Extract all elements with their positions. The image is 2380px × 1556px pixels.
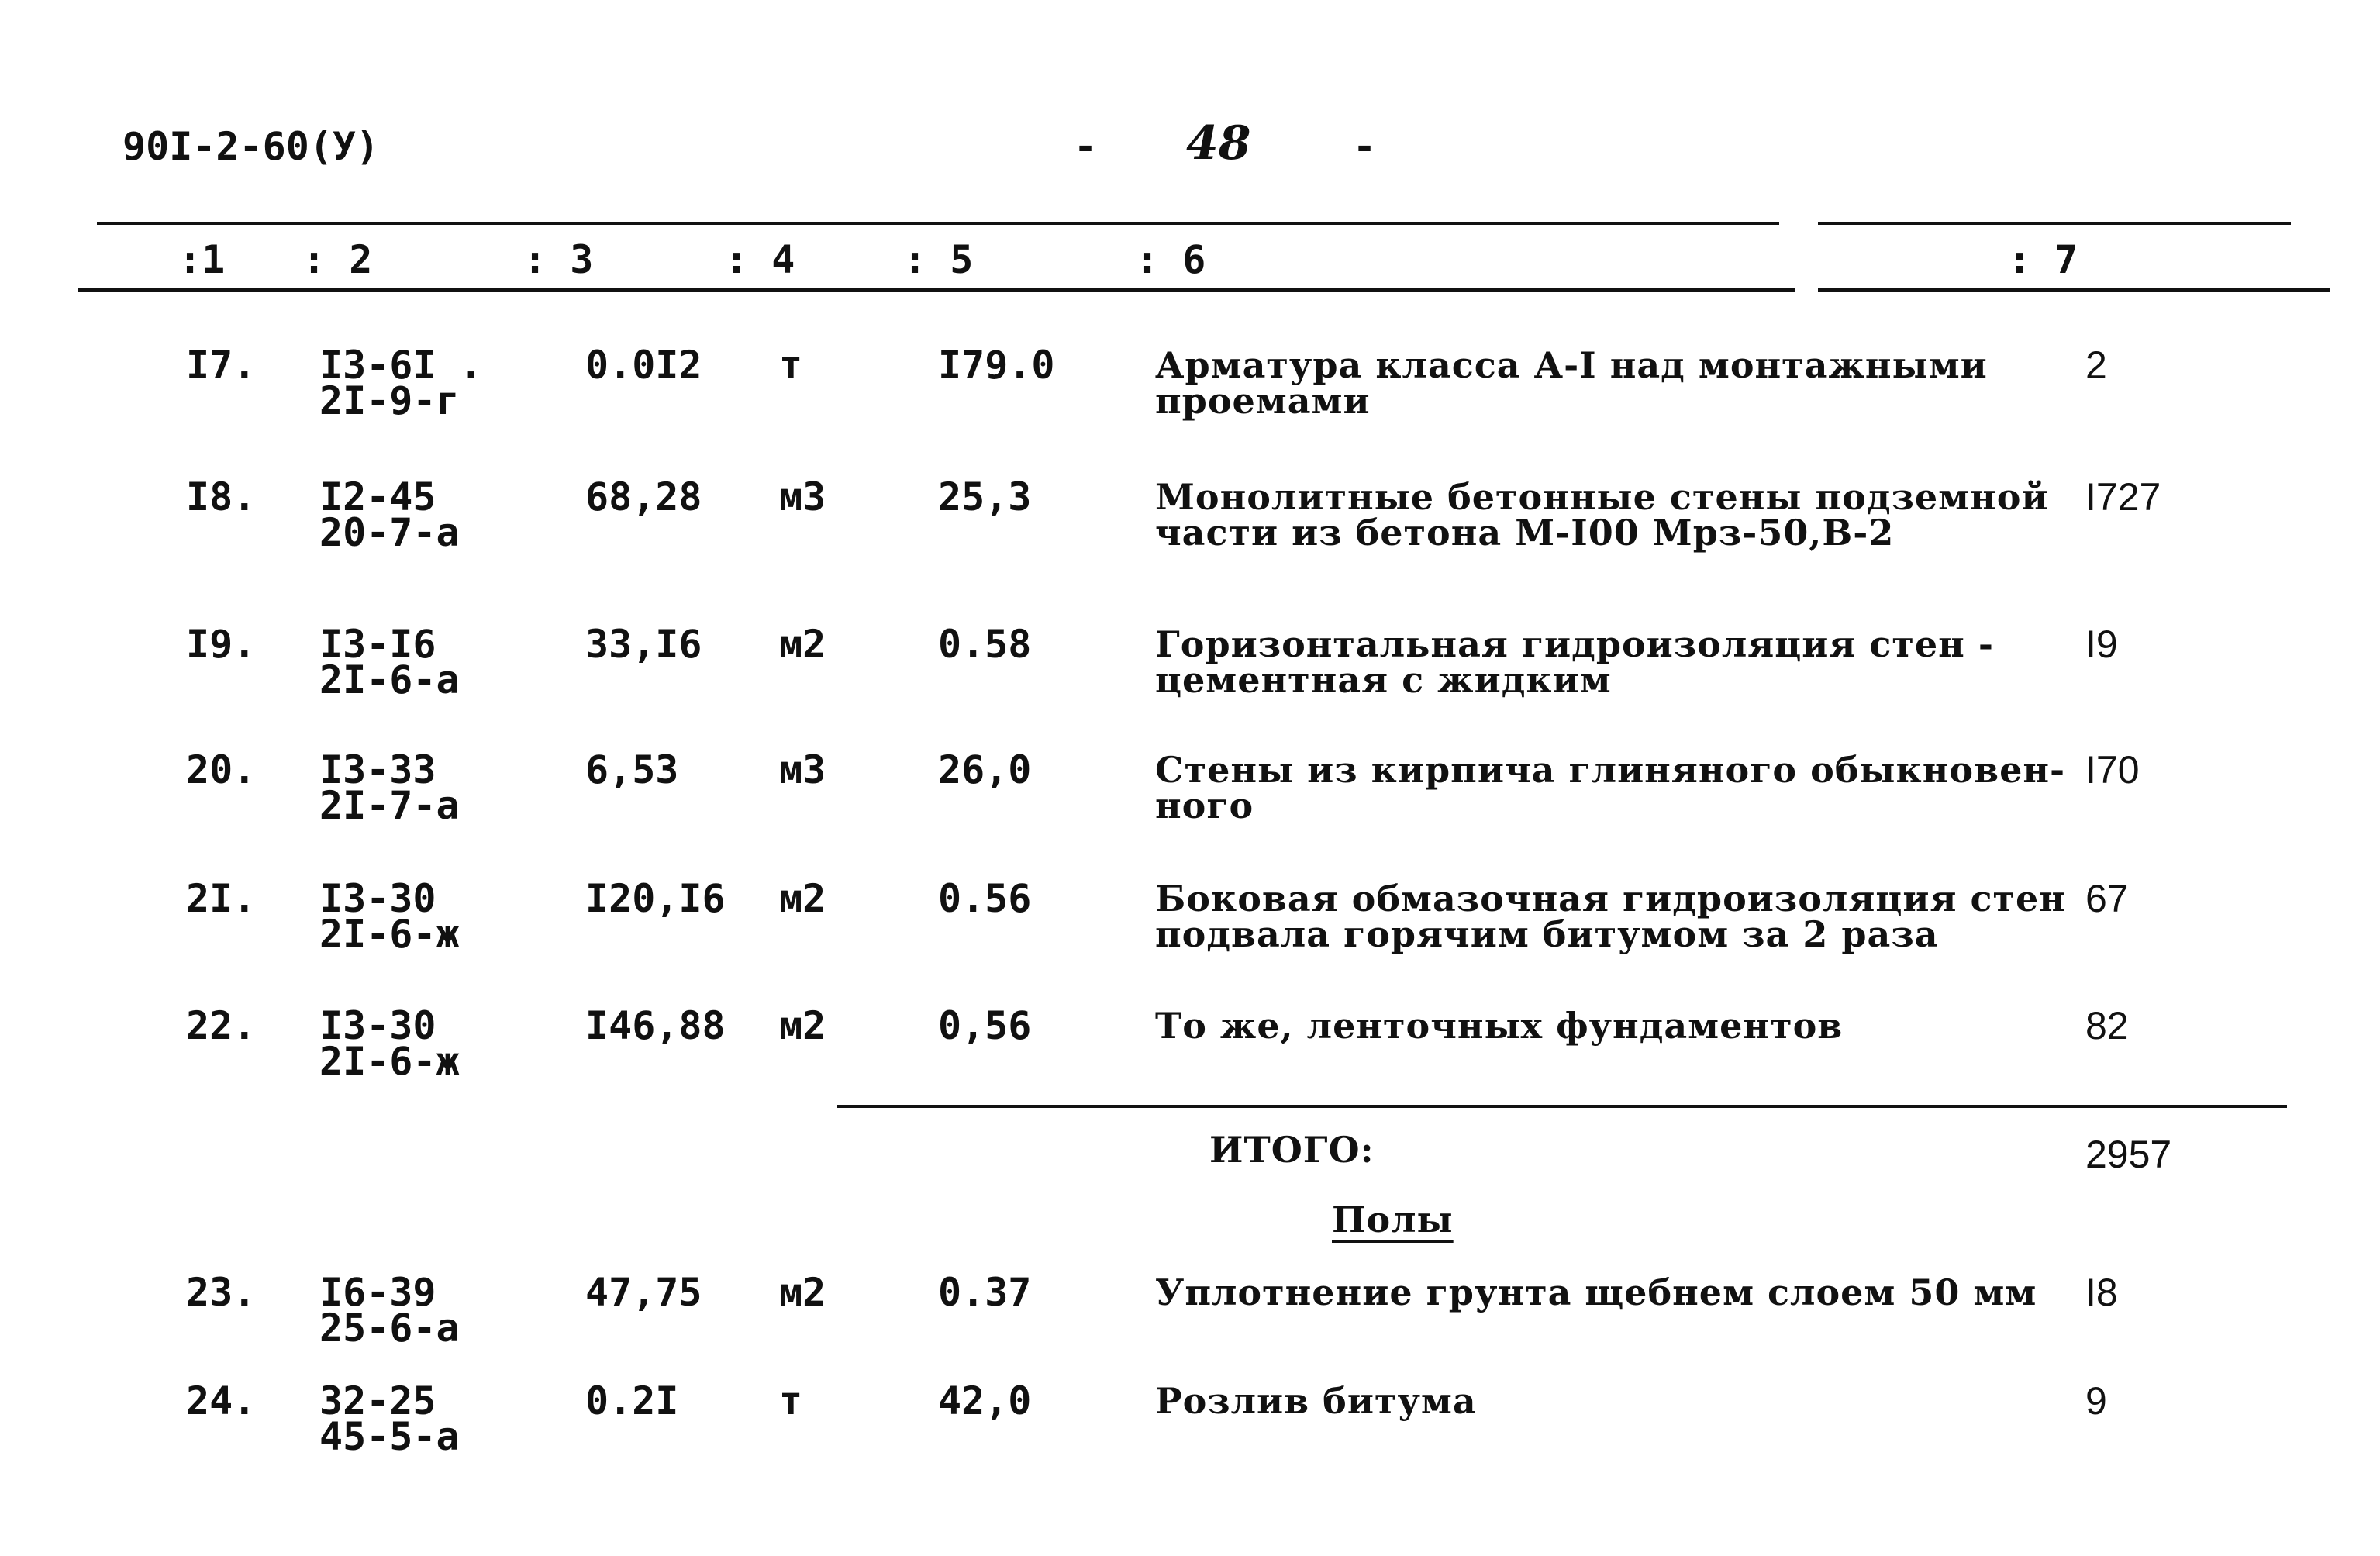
row-unit: м3: [779, 474, 826, 519]
row-quantity: 0.0I2: [585, 343, 702, 388]
row-price: 25,3: [938, 474, 1032, 519]
row-quantity: I20,I6: [585, 876, 726, 921]
row-price: 0.58: [938, 622, 1032, 667]
table-top-rule-left: [97, 222, 1779, 225]
table-row: [0, 622, 2380, 743]
row-description: Монолитные бетонные стены подземной части из бетона М-I00 Мрз-50,В-2: [1155, 476, 2049, 554]
row-unit: м2: [779, 622, 826, 667]
subtotal-label: ИТОГО:: [1209, 1129, 1375, 1171]
row-total: I8: [2085, 1271, 2118, 1314]
page-number-dash-right: -: [1353, 124, 1377, 169]
row-total: I9: [2085, 623, 2118, 666]
table-top-rule-right: [1818, 222, 2291, 225]
row-description: Боковая обмазочная гидроизоляция стен подвала горячим битумом за 2 раза: [1155, 878, 2066, 955]
column-header-1: :1: [178, 237, 226, 282]
row-price: I79.0: [938, 343, 1055, 388]
row-description: Стены из кирпича глиняного обыкновен- ного: [1155, 749, 2066, 826]
row-code: I3-I6 2I-6-а: [319, 622, 460, 702]
table-row: [0, 343, 2380, 464]
row-number: 24.: [186, 1378, 257, 1423]
row-total: 9: [2085, 1379, 2107, 1423]
table-row: [0, 1378, 2380, 1499]
row-quantity: 33,I6: [585, 622, 702, 667]
row-quantity: 68,28: [585, 474, 702, 519]
row-number: I8.: [186, 474, 257, 519]
row-number: 20.: [186, 747, 257, 792]
row-total: 82: [2085, 1004, 2129, 1047]
row-quantity: 0.2I: [585, 1378, 679, 1423]
row-unit: м2: [779, 876, 826, 921]
header-bottom-rule-right: [1818, 288, 2330, 292]
row-code: I3-30 2I-6-ж: [319, 1003, 460, 1084]
row-total: I70: [2085, 748, 2140, 792]
row-total: 2: [2085, 343, 2107, 387]
row-unit: м2: [779, 1270, 826, 1315]
row-number: 23.: [186, 1270, 257, 1315]
page-number-dash-left: -: [1074, 124, 1098, 169]
row-description: Арматура класса А-I над монтажными проемами: [1155, 344, 1988, 422]
row-unit: т: [779, 1378, 803, 1423]
column-header-3: : 3: [523, 237, 594, 282]
row-code: I3-33 2I-7-а: [319, 747, 460, 828]
subtotal-rule: [837, 1105, 2287, 1108]
row-code: I3-6I . 2I-9-г: [319, 343, 483, 423]
row-unit: м3: [779, 747, 826, 792]
row-number: 22.: [186, 1003, 257, 1048]
row-description: Горизонтальная гидроизоляция стен - цементная с жидким: [1155, 623, 1994, 701]
header-bottom-rule-left: [78, 288, 1795, 292]
column-header-7: : 7: [2008, 237, 2078, 282]
table-row: [0, 474, 2380, 595]
row-description: Уплотнение грунта щебнем слоем 50 мм: [1155, 1271, 2037, 1313]
row-price: 0.56: [938, 876, 1032, 921]
column-header-5: : 5: [903, 237, 974, 282]
subtotal-value: 2957: [2085, 1133, 2172, 1176]
table-row: [0, 876, 2380, 997]
row-total: I727: [2085, 475, 2161, 519]
document-code: 90I-2-60(У): [122, 124, 380, 169]
column-header-6: : 6: [1136, 237, 1206, 282]
row-price: 0,56: [938, 1003, 1032, 1048]
row-quantity: 6,53: [585, 747, 679, 792]
column-header-2: : 2: [302, 237, 373, 282]
row-description: То же, ленточных фундаментов: [1155, 1005, 1844, 1047]
section-title: Полы: [1332, 1199, 1454, 1240]
row-price: 0.37: [938, 1270, 1032, 1315]
row-unit: т: [779, 343, 803, 388]
row-code: 32-25 45-5-а: [319, 1378, 460, 1459]
row-price: 26,0: [938, 747, 1032, 792]
row-price: 42,0: [938, 1378, 1032, 1423]
table-row: [0, 1270, 2380, 1391]
row-number: 2I.: [186, 876, 257, 921]
row-unit: м2: [779, 1003, 826, 1048]
row-description: Розлив битума: [1155, 1380, 1477, 1422]
row-code: I2-45 20-7-а: [319, 474, 460, 555]
table-row: [0, 747, 2380, 868]
row-quantity: 47,75: [585, 1270, 702, 1315]
row-total: 67: [2085, 877, 2129, 920]
row-quantity: I46,88: [585, 1003, 726, 1048]
page-number: 48: [1186, 116, 1251, 171]
column-header-4: : 4: [725, 237, 795, 282]
row-number: I9.: [186, 622, 257, 667]
row-number: I7.: [186, 343, 257, 388]
row-code: I3-30 2I-6-ж: [319, 876, 460, 957]
row-code: I6-39 25-6-а: [319, 1270, 460, 1351]
